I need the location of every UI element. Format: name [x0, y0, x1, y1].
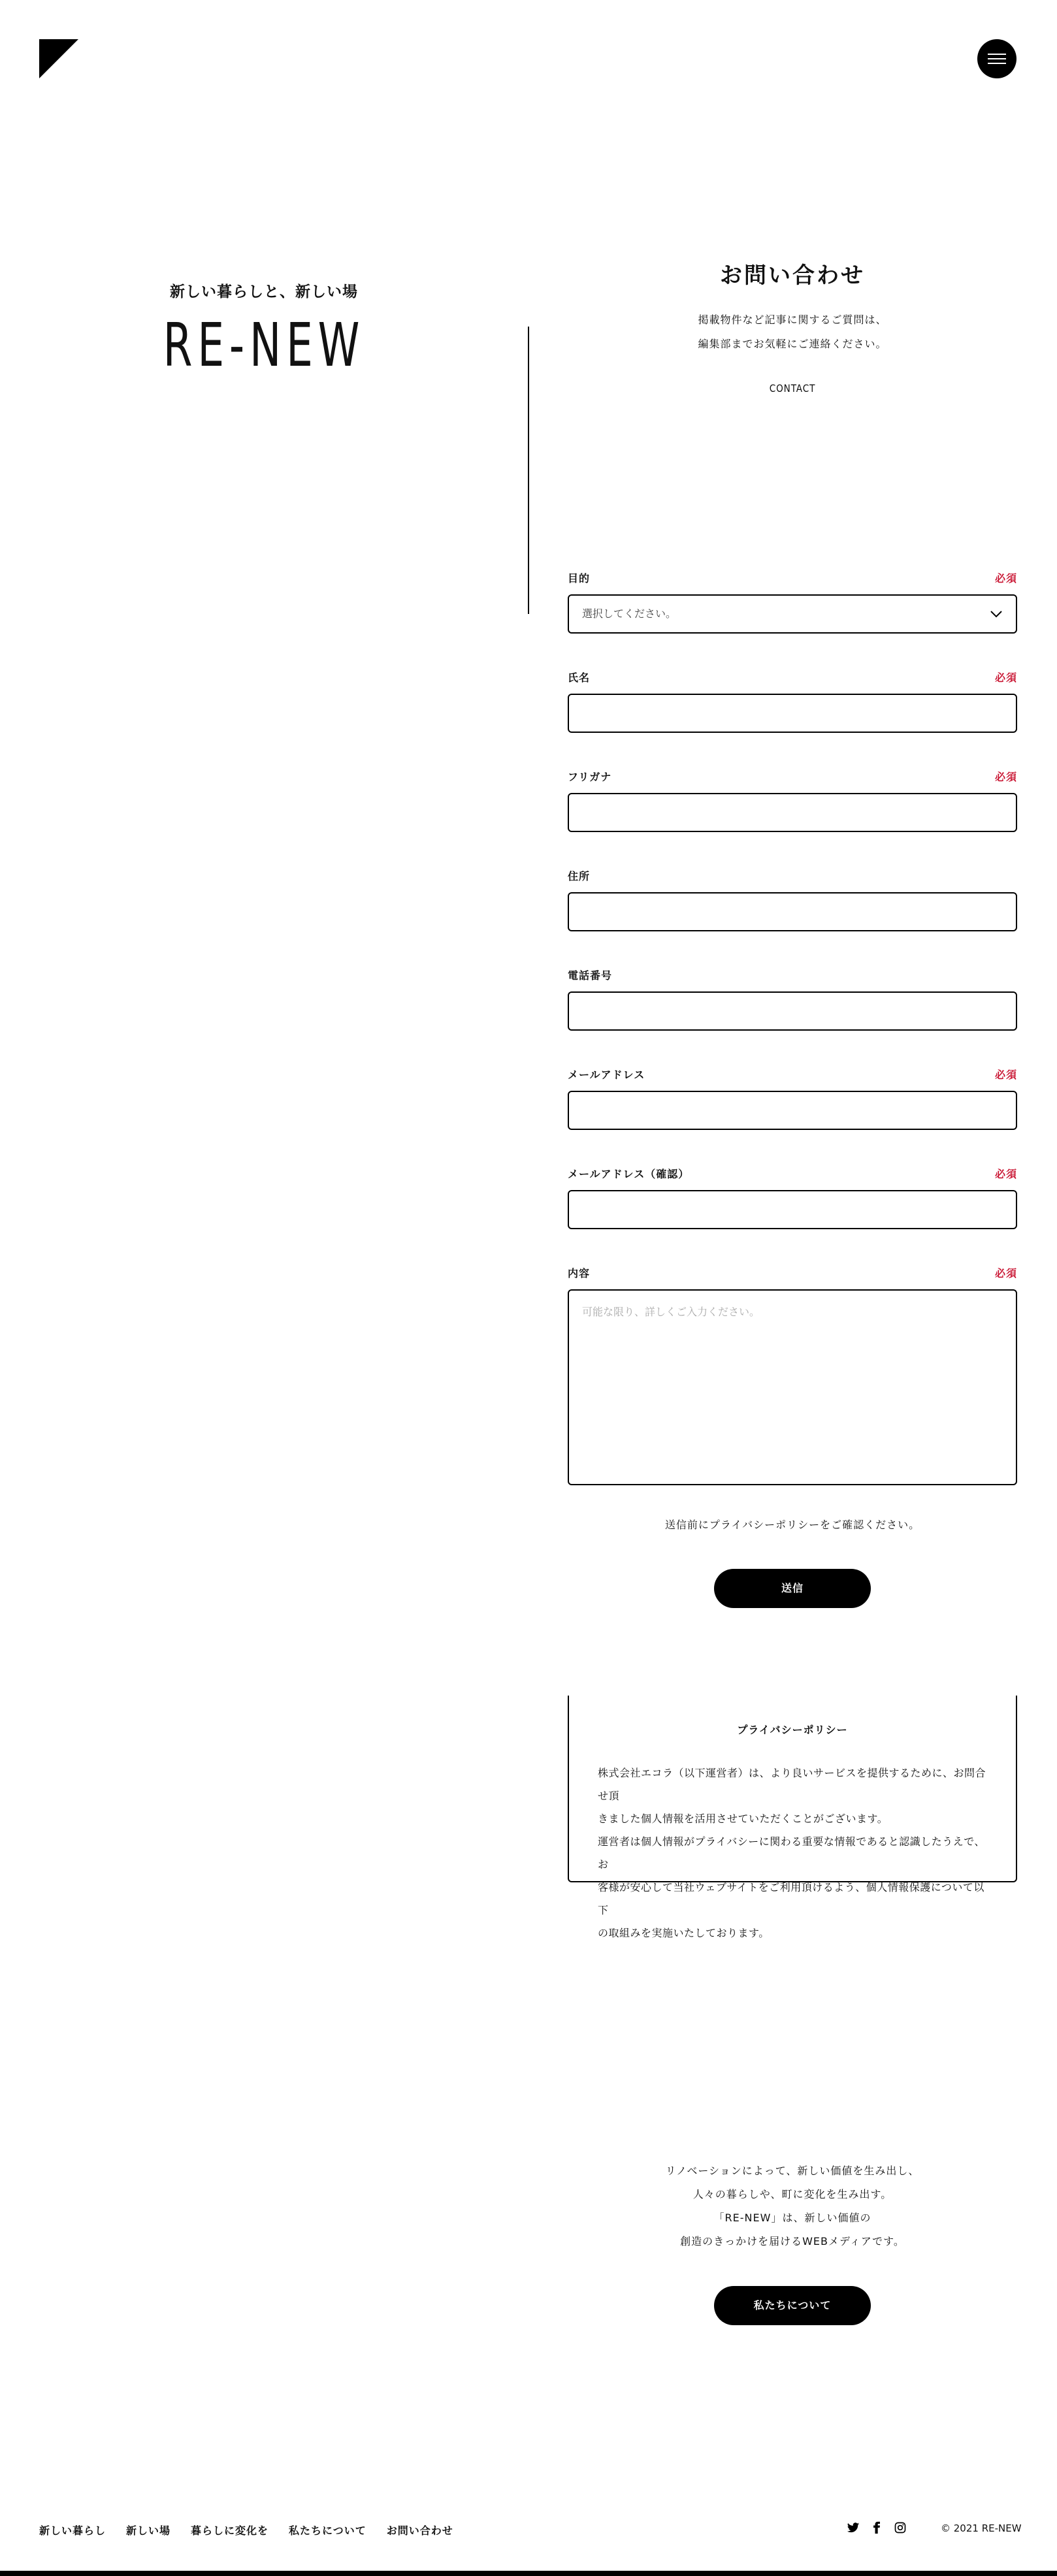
- phone-input[interactable]: [569, 993, 1016, 1029]
- kana-label: フリガナ: [568, 770, 612, 783]
- instagram-icon[interactable]: [894, 2521, 907, 2534]
- content-textarea[interactable]: [569, 1291, 1016, 1484]
- field-email: [568, 1065, 1017, 1130]
- privacy-note: 送信前にプライバシーポリシーをご確認ください。: [664, 1519, 920, 1531]
- privacy-policy-box[interactable]: [568, 1696, 1017, 1939]
- kana-input[interactable]: [569, 794, 1016, 831]
- email-confirm-input[interactable]: [569, 1191, 1016, 1228]
- phone-label: 電話番号: [568, 969, 613, 982]
- required-badge: 必須: [994, 1068, 1017, 1081]
- purpose-select-value: 選択してください。: [582, 607, 677, 620]
- email-input[interactable]: [569, 1092, 1016, 1129]
- field-email-confirm: [568, 1164, 1017, 1229]
- facebook-icon[interactable]: [870, 2521, 883, 2534]
- required-badge: 必須: [994, 671, 1017, 684]
- field-address: [568, 866, 1017, 931]
- brand-wordmark: RE-NEW: [163, 310, 365, 380]
- footer-nav-about[interactable]: 私たちについて: [289, 2524, 366, 2537]
- email-confirm-label: メールアドレス（確認）: [568, 1167, 690, 1180]
- footer-nav-new-living[interactable]: 新しい暮らし: [39, 2524, 106, 2537]
- footer-nav: [39, 2522, 453, 2537]
- page-title: お問い合わせ: [720, 263, 865, 289]
- name-label: 氏名: [568, 671, 591, 684]
- email-label: メールアドレス: [568, 1068, 645, 1081]
- name-input[interactable]: [569, 695, 1016, 732]
- field-purpose: [568, 568, 1017, 634]
- footer-nav-change[interactable]: 暮らしに変化を: [191, 2524, 269, 2537]
- field-kana: [568, 767, 1017, 832]
- hero-branding: [131, 280, 397, 380]
- hamburger-menu-button[interactable]: [977, 39, 1016, 78]
- social-links: [847, 2521, 907, 2534]
- field-content: [568, 1263, 1017, 1485]
- copyright: © 2021 RE-NEW: [941, 2522, 1022, 2534]
- bottom-bar: [0, 2571, 1057, 2576]
- footer-nav-contact[interactable]: お問い合わせ: [386, 2524, 453, 2537]
- submit-button[interactable]: 送信: [714, 1569, 871, 1608]
- purpose-select[interactable]: [568, 594, 1017, 634]
- about-button[interactable]: 私たちについて: [714, 2286, 871, 2325]
- contact-english-label: CONTACT: [769, 382, 816, 394]
- hamburger-icon: [988, 54, 1006, 55]
- required-badge: 必須: [994, 1266, 1017, 1280]
- address-label: 住所: [568, 869, 591, 882]
- contact-header: [568, 257, 1017, 394]
- required-badge: 必須: [994, 572, 1017, 585]
- required-badge: 必須: [994, 1167, 1017, 1180]
- content-label: 内容: [568, 1266, 591, 1280]
- address-input[interactable]: [569, 894, 1016, 930]
- field-phone: [568, 965, 1017, 1031]
- required-badge: 必須: [994, 770, 1017, 783]
- tagline: 新しい暮らしと、新しい場: [170, 283, 358, 300]
- privacy-title: プライバシーポリシー: [737, 1724, 848, 1736]
- twitter-icon[interactable]: [847, 2521, 860, 2534]
- about-text: リノベーションによって、新しい価値を生み出し、 人々の暮らしや、町に変化を生み出す。 「RE-NEW」は、新しい価値の 創造のきっかけを届けるWEBメディアです。: [665, 2165, 920, 2247]
- vertical-divider: [528, 327, 529, 614]
- purpose-label: 目的: [568, 572, 591, 585]
- contact-lead: 掲載物件など記事に関するご質問は、 編集部までお気軽にご連絡ください。: [698, 314, 887, 350]
- footer-nav-new-place[interactable]: 新しい場: [126, 2524, 171, 2537]
- triangle-logo-icon[interactable]: [39, 39, 78, 78]
- chevron-down-icon: [988, 606, 1004, 622]
- field-name: [568, 668, 1017, 733]
- privacy-body: 株式会社エコラ（以下運営者）は、より良いサービスを提供するために、お問合せ頂 きました個人情報を活用させていただくことがございます。 運営者は個人情報がプライバシーに関わる重要な情報であると認識したうえで、お 客様が安心して当社ウェブサイトをご利用頂けるよう、個人情報保護について以下 の取組みを実施いたしております。: [598, 1767, 986, 1939]
